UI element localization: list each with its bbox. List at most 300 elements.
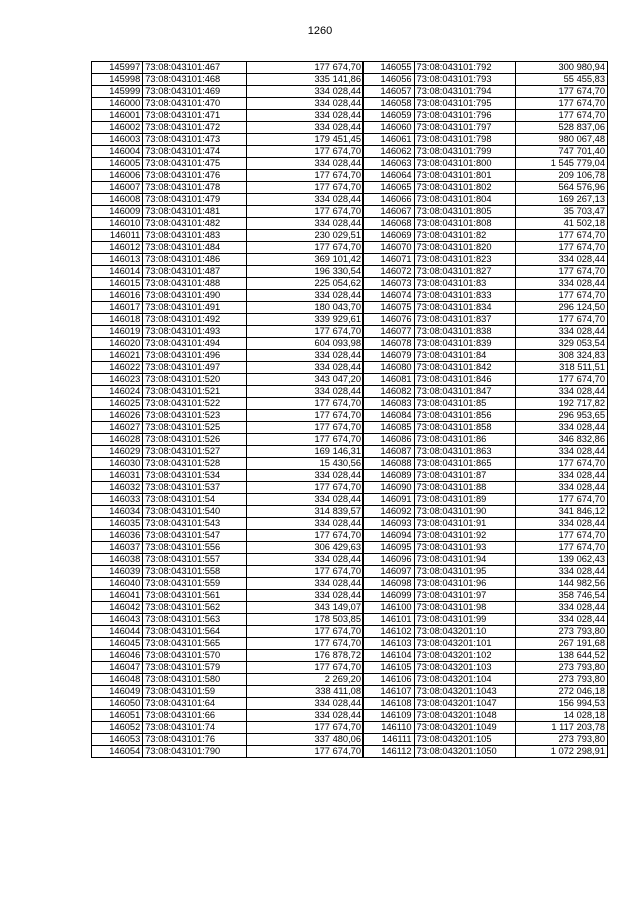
value-cell: 177 674,70 [247,434,364,446]
row-number-cell: 146005 [92,158,143,170]
value-cell: 138 644,52 [516,650,608,662]
row-number-cell: 146046 [92,650,143,662]
table-row [92,314,364,326]
row-number-cell: 146110 [363,722,415,734]
table-row [92,518,364,530]
table-row [92,266,364,278]
cadastral-number-cell: 73:08:043201:102 [414,650,515,662]
table-row [363,290,608,302]
row-number-cell: 146083 [363,398,415,410]
cadastral-number-cell: 73:08:043201:1043 [414,686,515,698]
table-row [92,674,364,686]
table-row [363,242,608,254]
value-cell: 41 502,18 [516,218,608,230]
table-row [92,62,364,74]
value-cell: 177 674,70 [247,422,364,434]
cadastral-number-cell: 73:08:043101:494 [143,338,247,350]
value-cell: 169 267,13 [516,194,608,206]
table-row [363,530,608,542]
row-number-cell: 146034 [92,506,143,518]
table-row [363,602,608,614]
cadastral-number-cell: 73:08:043101:478 [143,182,247,194]
row-number-cell: 146054 [92,746,143,758]
table-row [363,638,608,650]
value-cell: 192 717,82 [516,398,608,410]
row-number-cell: 146018 [92,314,143,326]
value-cell: 15 430,56 [247,458,364,470]
cadastral-number-cell: 73:08:043101:93 [414,542,515,554]
table-row [363,662,608,674]
cadastral-number-cell: 73:08:043101:521 [143,386,247,398]
row-number-cell: 146101 [363,614,415,626]
cadastral-number-cell: 73:08:043101:858 [414,422,515,434]
cadastral-number-cell: 73:08:043101:468 [143,74,247,86]
row-number-cell: 146091 [363,494,415,506]
cadastral-number-cell: 73:08:043101:823 [414,254,515,266]
cadastral-number-cell: 73:08:043101:528 [143,458,247,470]
cadastral-number-cell: 73:08:043101:476 [143,170,247,182]
table-row [363,494,608,506]
table-row [92,482,364,494]
table-row [363,446,608,458]
value-cell: 334 028,44 [247,158,364,170]
value-cell: 337 480,06 [247,734,364,746]
row-number-cell: 146045 [92,638,143,650]
value-cell: 334 028,44 [516,482,608,494]
table-row [92,554,364,566]
table-row [363,362,608,374]
value-cell: 169 146,31 [247,446,364,458]
row-number-cell: 146039 [92,566,143,578]
cadastral-number-cell: 73:08:043101:487 [143,266,247,278]
cadastral-number-cell: 73:08:043101:88 [414,482,515,494]
row-number-cell: 146000 [92,98,143,110]
value-cell: 334 028,44 [247,518,364,530]
cadastral-number-cell: 73:08:043101:557 [143,554,247,566]
value-cell: 177 674,70 [247,182,364,194]
table-row [92,506,364,518]
cadastral-number-cell: 73:08:043101:525 [143,422,247,434]
value-cell: 177 674,70 [516,494,608,506]
row-number-cell: 146031 [92,470,143,482]
row-number-cell: 146041 [92,590,143,602]
value-cell: 338 411,08 [247,686,364,698]
row-number-cell: 146073 [363,278,415,290]
table-row [92,434,364,446]
cadastral-number-cell: 73:08:043101:66 [143,710,247,722]
cadastral-number-cell: 73:08:043101:471 [143,110,247,122]
value-cell: 177 674,70 [247,242,364,254]
value-cell: 177 674,70 [247,746,364,758]
table-row [363,398,608,410]
row-number-cell: 146013 [92,254,143,266]
table-row [92,110,364,122]
row-number-cell: 146033 [92,494,143,506]
value-cell: 177 674,70 [247,566,364,578]
cadastral-number-cell: 73:08:043101:96 [414,578,515,590]
value-cell: 267 191,68 [516,638,608,650]
table-row [363,470,608,482]
value-cell: 55 455,83 [516,74,608,86]
table-row [92,86,364,98]
value-cell: 273 793,80 [516,626,608,638]
cadastral-number-cell: 73:08:043101:496 [143,350,247,362]
cadastral-number-cell: 73:08:043101:86 [414,434,515,446]
value-cell: 334 028,44 [247,590,364,602]
cadastral-number-cell: 73:08:043101:74 [143,722,247,734]
table-row [363,158,608,170]
table-row [92,386,364,398]
row-number-cell: 146069 [363,230,415,242]
row-number-cell: 146105 [363,662,415,674]
value-cell: 177 674,70 [247,146,364,158]
cadastral-number-cell: 73:08:043101:793 [414,74,515,86]
value-cell: 177 674,70 [516,86,608,98]
row-number-cell: 146078 [363,338,415,350]
value-cell: 14 028,18 [516,710,608,722]
cadastral-number-cell: 73:08:043101:543 [143,518,247,530]
cadastral-number-cell: 73:08:043101:558 [143,566,247,578]
value-cell: 177 674,70 [247,482,364,494]
value-cell: 177 674,70 [247,662,364,674]
row-number-cell: 146062 [363,146,415,158]
value-cell: 334 028,44 [247,86,364,98]
cadastral-number-cell: 73:08:043201:105 [414,734,515,746]
value-cell: 176 878,72 [247,650,364,662]
cadastral-number-cell: 73:08:043101:794 [414,86,515,98]
table-row [363,134,608,146]
value-cell: 343 047,20 [247,374,364,386]
table-row [363,230,608,242]
table-row [92,662,364,674]
cadastral-number-cell: 73:08:043101:800 [414,158,515,170]
table-row [92,650,364,662]
row-number-cell: 146006 [92,170,143,182]
value-cell: 334 028,44 [247,290,364,302]
cadastral-number-cell: 73:08:043101:59 [143,686,247,698]
table-row [363,626,608,638]
cadastral-number-cell: 73:08:043101:82 [414,230,515,242]
row-number-cell: 146061 [363,134,415,146]
cadastral-number-cell: 73:08:043101:95 [414,566,515,578]
cadastral-number-cell: 73:08:043101:820 [414,242,515,254]
cadastral-number-cell: 73:08:043101:98 [414,602,515,614]
table-row [363,722,608,734]
row-number-cell: 146001 [92,110,143,122]
cadastral-number-cell: 73:08:043101:483 [143,230,247,242]
table-row [363,302,608,314]
value-cell: 339 929,61 [247,314,364,326]
row-number-cell: 146002 [92,122,143,134]
row-number-cell: 146035 [92,518,143,530]
value-cell: 314 839,57 [247,506,364,518]
table-row [363,554,608,566]
value-cell: 528 837,06 [516,122,608,134]
value-cell: 273 793,80 [516,734,608,746]
value-cell: 2 269,20 [247,674,364,686]
value-cell: 343 149,07 [247,602,364,614]
table-row [92,326,364,338]
cadastral-number-cell: 73:08:043101:523 [143,410,247,422]
table-row [363,314,608,326]
value-cell: 329 053,54 [516,338,608,350]
row-number-cell: 146014 [92,266,143,278]
cadastral-number-cell: 73:08:043101:534 [143,470,247,482]
table-row [92,302,364,314]
cadastral-number-cell: 73:08:043101:497 [143,362,247,374]
table-row [363,122,608,134]
cadastral-number-cell: 73:08:043101:520 [143,374,247,386]
value-cell: 334 028,44 [516,278,608,290]
cadastral-number-cell: 73:08:043101:796 [414,110,515,122]
row-number-cell: 146065 [363,182,415,194]
cadastral-number-cell: 73:08:043101:526 [143,434,247,446]
cadastral-number-cell: 73:08:043101:473 [143,134,247,146]
cadastral-number-cell: 73:08:043101:802 [414,182,515,194]
data-table-right [362,61,608,758]
table-row [363,698,608,710]
value-cell: 177 674,70 [516,110,608,122]
row-number-cell: 146076 [363,314,415,326]
cadastral-number-cell: 73:08:043201:1047 [414,698,515,710]
cadastral-number-cell: 73:08:043101:91 [414,518,515,530]
table-row [92,170,364,182]
row-number-cell: 146023 [92,374,143,386]
table-row [363,182,608,194]
row-number-cell: 145998 [92,74,143,86]
cadastral-number-cell: 73:08:043101:547 [143,530,247,542]
row-number-cell: 146090 [363,482,415,494]
value-cell: 334 028,44 [247,710,364,722]
value-cell: 177 674,70 [516,530,608,542]
cadastral-number-cell: 73:08:043201:1050 [414,746,515,758]
row-number-cell: 146053 [92,734,143,746]
cadastral-number-cell: 73:08:043201:104 [414,674,515,686]
value-cell: 334 028,44 [247,578,364,590]
cadastral-number-cell: 73:08:043101:469 [143,86,247,98]
table-row [92,158,364,170]
cadastral-number-cell: 73:08:043201:10 [414,626,515,638]
row-number-cell: 146036 [92,530,143,542]
table-row [92,722,364,734]
value-cell: 334 028,44 [247,386,364,398]
row-number-cell: 146004 [92,146,143,158]
row-number-cell: 146100 [363,602,415,614]
table-row [92,206,364,218]
cadastral-number-cell: 73:08:043101:795 [414,98,515,110]
row-number-cell: 146057 [363,86,415,98]
value-cell: 225 054,62 [247,278,364,290]
cadastral-number-cell: 73:08:043101:474 [143,146,247,158]
row-number-cell: 146060 [363,122,415,134]
value-cell: 300 980,94 [516,62,608,74]
table-row [92,410,364,422]
cadastral-number-cell: 73:08:043101:805 [414,206,515,218]
cadastral-number-cell: 73:08:043101:580 [143,674,247,686]
row-number-cell: 146025 [92,398,143,410]
cadastral-number-cell: 73:08:043101:837 [414,314,515,326]
cadastral-number-cell: 73:08:043101:565 [143,638,247,650]
table-row [92,710,364,722]
row-number-cell: 146085 [363,422,415,434]
table-row [92,338,364,350]
cadastral-number-cell: 73:08:043201:101 [414,638,515,650]
row-number-cell: 146104 [363,650,415,662]
cadastral-number-cell: 73:08:043101:792 [414,62,515,74]
cadastral-number-cell: 73:08:043101:808 [414,218,515,230]
table-row [92,626,364,638]
value-cell: 179 451,45 [247,134,364,146]
row-number-cell: 146064 [363,170,415,182]
table-row [363,746,608,758]
value-cell: 180 043,70 [247,302,364,314]
cadastral-number-cell: 73:08:043101:527 [143,446,247,458]
row-number-cell: 146107 [363,686,415,698]
cadastral-number-cell: 73:08:043101:847 [414,386,515,398]
value-cell: 334 028,44 [247,554,364,566]
cadastral-number-cell: 73:08:043201:1048 [414,710,515,722]
table-row [363,650,608,662]
row-number-cell: 146077 [363,326,415,338]
table-row [363,86,608,98]
row-number-cell: 146009 [92,206,143,218]
table-row [363,710,608,722]
value-cell: 230 029,51 [247,230,364,242]
table-row [92,398,364,410]
value-cell: 564 576,96 [516,182,608,194]
cadastral-number-cell: 73:08:043101:85 [414,398,515,410]
row-number-cell: 146080 [363,362,415,374]
table-row [363,422,608,434]
table-row [92,74,364,86]
cadastral-number-cell: 73:08:043201:103 [414,662,515,674]
value-cell: 177 674,70 [516,98,608,110]
row-number-cell: 146049 [92,686,143,698]
value-cell: 747 701,40 [516,146,608,158]
row-number-cell: 146068 [363,218,415,230]
table-row [363,338,608,350]
row-number-cell: 146089 [363,470,415,482]
cadastral-number-cell: 73:08:043101:856 [414,410,515,422]
table-row [363,578,608,590]
value-cell: 341 846,12 [516,506,608,518]
cadastral-number-cell: 73:08:043101:486 [143,254,247,266]
row-number-cell: 146081 [363,374,415,386]
value-cell: 334 028,44 [516,566,608,578]
value-cell: 177 674,70 [247,170,364,182]
value-cell: 334 028,44 [247,122,364,134]
row-number-cell: 146070 [363,242,415,254]
row-number-cell: 146022 [92,362,143,374]
cadastral-number-cell: 73:08:043101:493 [143,326,247,338]
table-row [92,350,364,362]
value-cell: 177 674,70 [247,326,364,338]
row-number-cell: 146048 [92,674,143,686]
value-cell: 334 028,44 [516,470,608,482]
cadastral-number-cell: 73:08:043101:76 [143,734,247,746]
table-row [92,194,364,206]
value-cell: 156 994,53 [516,698,608,710]
row-number-cell: 146011 [92,230,143,242]
row-number-cell: 146095 [363,542,415,554]
table-row [363,170,608,182]
row-number-cell: 146038 [92,554,143,566]
value-cell: 334 028,44 [247,218,364,230]
value-cell: 1 072 298,91 [516,746,608,758]
value-cell: 334 028,44 [516,422,608,434]
cadastral-number-cell: 73:08:043101:89 [414,494,515,506]
value-cell: 334 028,44 [247,362,364,374]
row-number-cell: 146087 [363,446,415,458]
table-row [92,614,364,626]
row-number-cell: 146063 [363,158,415,170]
cadastral-number-cell: 73:08:043101:563 [143,614,247,626]
cadastral-number-cell: 73:08:043101:90 [414,506,515,518]
row-number-cell: 146044 [92,626,143,638]
row-number-cell: 146008 [92,194,143,206]
row-number-cell: 146096 [363,554,415,566]
value-cell: 334 028,44 [247,698,364,710]
value-cell: 273 793,80 [516,674,608,686]
row-number-cell: 146037 [92,542,143,554]
row-number-cell: 146094 [363,530,415,542]
cadastral-number-cell: 73:08:043101:838 [414,326,515,338]
cadastral-number-cell: 73:08:043101:799 [414,146,515,158]
table-row [92,446,364,458]
row-number-cell: 146019 [92,326,143,338]
value-cell: 177 674,70 [247,62,364,74]
value-cell: 334 028,44 [516,386,608,398]
value-cell: 196 330,54 [247,266,364,278]
value-cell: 334 028,44 [516,254,608,266]
cadastral-number-cell: 73:08:043101:475 [143,158,247,170]
table-row [92,698,364,710]
table-row [92,470,364,482]
cadastral-number-cell: 73:08:043101:559 [143,578,247,590]
row-number-cell: 146074 [363,290,415,302]
row-number-cell: 146043 [92,614,143,626]
table-row [92,278,364,290]
cadastral-number-cell: 73:08:043101:97 [414,590,515,602]
cadastral-number-cell: 73:08:043101:87 [414,470,515,482]
cadastral-number-cell: 73:08:043101:522 [143,398,247,410]
value-cell: 296 124,50 [516,302,608,314]
value-cell: 318 511,51 [516,362,608,374]
table-row [92,590,364,602]
data-table-left [91,61,364,758]
table-row [363,146,608,158]
value-cell: 334 028,44 [516,614,608,626]
table-row [363,506,608,518]
table-row [92,182,364,194]
cadastral-number-cell: 73:08:043101:484 [143,242,247,254]
table-row [363,434,608,446]
cadastral-number-cell: 73:08:043101:570 [143,650,247,662]
value-cell: 296 953,65 [516,410,608,422]
value-cell: 35 703,47 [516,206,608,218]
table-row [92,458,364,470]
row-number-cell: 146082 [363,386,415,398]
row-number-cell: 146106 [363,674,415,686]
table-row [363,542,608,554]
cadastral-number-cell: 73:08:043101:482 [143,218,247,230]
table-row [363,374,608,386]
value-cell: 144 982,56 [516,578,608,590]
table-row [92,746,364,758]
value-cell: 272 046,18 [516,686,608,698]
table-row [92,566,364,578]
row-number-cell: 146066 [363,194,415,206]
